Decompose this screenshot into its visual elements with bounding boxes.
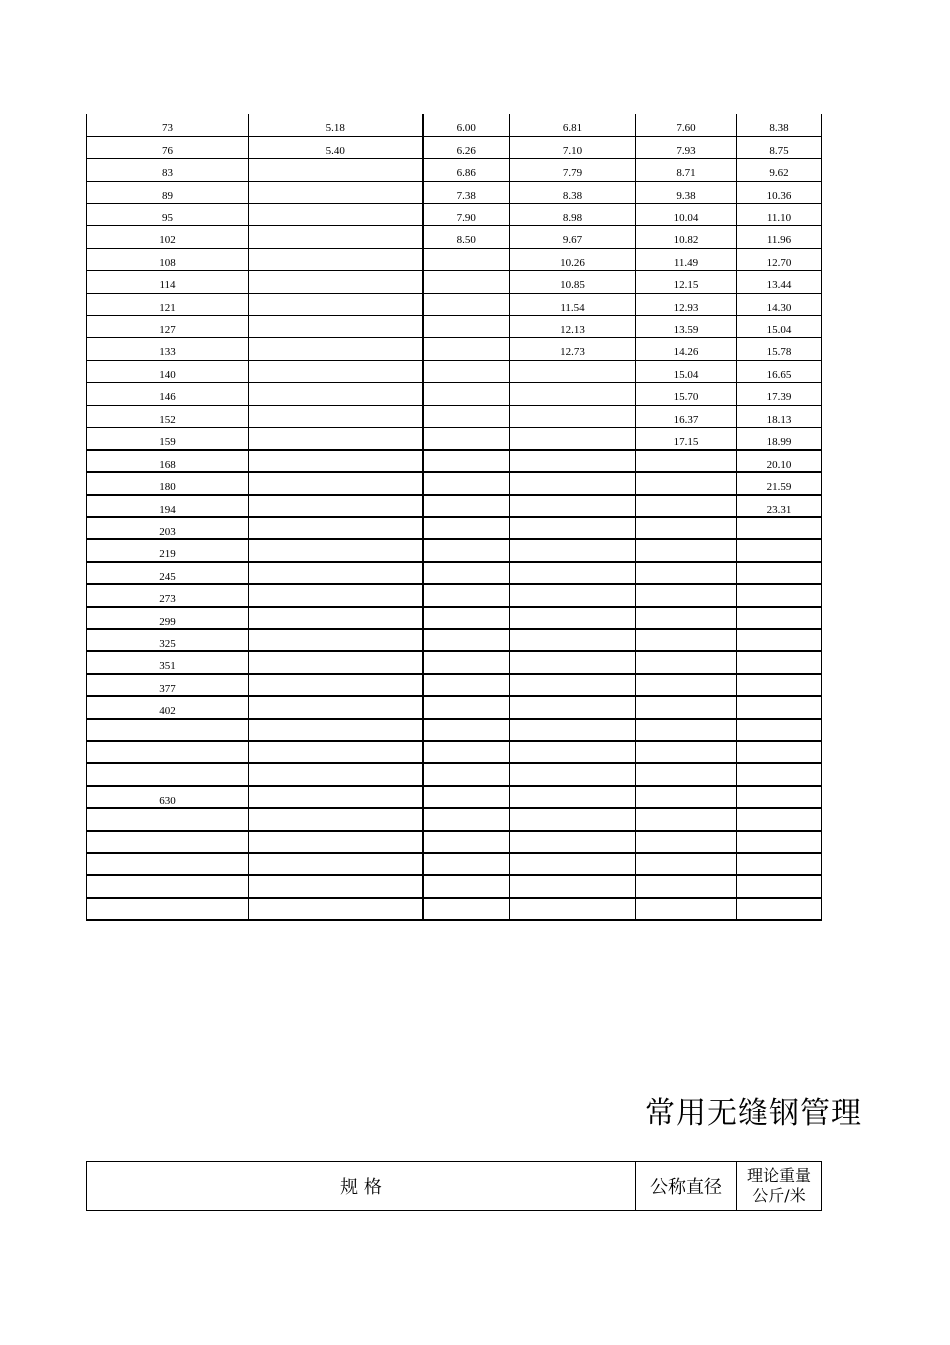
table-cell (510, 405, 636, 427)
table-cell: 102 (87, 226, 249, 248)
table-cell: 20.10 (737, 450, 822, 472)
table-cell (510, 517, 636, 539)
table-cell (510, 898, 636, 920)
table-cell: 10.36 (737, 181, 822, 203)
header-weight-line1: 理论重量 (746, 1166, 811, 1185)
table-cell: 6.81 (510, 114, 636, 136)
table-cell (737, 562, 822, 584)
table-cell: 8.38 (510, 181, 636, 203)
table-cell: 10.82 (636, 226, 737, 248)
table-cell (87, 831, 249, 853)
table-cell (423, 786, 510, 808)
table-body (87, 114, 822, 920)
table-row (87, 293, 822, 315)
table-cell (423, 562, 510, 584)
table-cell (737, 517, 822, 539)
table-cell (636, 495, 737, 517)
table-cell (249, 360, 423, 382)
table-cell (510, 674, 636, 696)
table-cell (636, 741, 737, 763)
table-row (87, 584, 822, 606)
table-cell: 377 (87, 674, 249, 696)
table-cell (249, 427, 423, 449)
table-cell (423, 316, 510, 338)
table-cell (87, 853, 249, 875)
table-cell: 108 (87, 248, 249, 270)
table-cell (87, 741, 249, 763)
table-row (87, 360, 822, 382)
table-cell (737, 808, 822, 830)
table-cell: 11.54 (510, 293, 636, 315)
table-cell: 8.38 (737, 114, 822, 136)
table-cell: 7.79 (510, 159, 636, 181)
table-cell (249, 450, 423, 472)
table-cell: 7.10 (510, 136, 636, 158)
steel-pipe-weight-table (86, 114, 822, 921)
table-cell (737, 763, 822, 785)
table-cell (737, 898, 822, 920)
table-cell: 127 (87, 316, 249, 338)
table-cell: 10.04 (636, 204, 737, 226)
table-cell (636, 674, 737, 696)
table-cell (423, 763, 510, 785)
table-cell: 12.70 (737, 248, 822, 270)
table-row (87, 248, 822, 270)
table-cell (510, 786, 636, 808)
table-row (87, 495, 822, 517)
table-cell (737, 741, 822, 763)
table-cell (636, 786, 737, 808)
table-cell: 21.59 (737, 472, 822, 494)
table-row (87, 853, 822, 875)
table-cell (423, 450, 510, 472)
table-cell: 245 (87, 562, 249, 584)
table-cell (249, 181, 423, 203)
table-cell: 13.59 (636, 316, 737, 338)
table-row (87, 226, 822, 248)
table-cell (423, 584, 510, 606)
table-cell (423, 383, 510, 405)
table-cell (636, 763, 737, 785)
table-cell (510, 607, 636, 629)
table-cell (249, 629, 423, 651)
table-cell (423, 360, 510, 382)
table-cell: 76 (87, 136, 249, 158)
table-cell: 6.00 (423, 114, 510, 136)
table-cell (423, 808, 510, 830)
table-row (87, 719, 822, 741)
table-cell: 114 (87, 271, 249, 293)
table-cell (423, 495, 510, 517)
page-title: 常用无缝钢管理 (645, 1096, 862, 1131)
table-cell: 630 (87, 786, 249, 808)
table-cell (249, 159, 423, 181)
table-cell (510, 853, 636, 875)
table-cell (636, 629, 737, 651)
table-cell (87, 898, 249, 920)
table-cell: 12.73 (510, 338, 636, 360)
table-row (87, 472, 822, 494)
table-cell: 5.40 (249, 136, 423, 158)
table-cell (87, 719, 249, 741)
table-cell (249, 271, 423, 293)
table-cell: 8.75 (737, 136, 822, 158)
table-cell (510, 719, 636, 741)
table-cell (636, 517, 737, 539)
table-cell (737, 719, 822, 741)
table-cell: 194 (87, 495, 249, 517)
table-cell (423, 719, 510, 741)
table-cell (737, 629, 822, 651)
header-spec: 规 格 (87, 1162, 636, 1211)
table-cell: 146 (87, 383, 249, 405)
table-row (87, 741, 822, 763)
table-cell (510, 741, 636, 763)
table-cell: 14.26 (636, 338, 737, 360)
table-row (87, 786, 822, 808)
table-cell (636, 562, 737, 584)
table-row (87, 629, 822, 651)
table-cell: 5.18 (249, 114, 423, 136)
table-cell (636, 898, 737, 920)
table-cell: 9.67 (510, 226, 636, 248)
table-cell (510, 696, 636, 718)
table-cell: 402 (87, 696, 249, 718)
table-cell (249, 338, 423, 360)
table-cell: 168 (87, 450, 249, 472)
table-row (87, 517, 822, 539)
table-cell (636, 607, 737, 629)
table-cell: 11.49 (636, 248, 737, 270)
table-row (87, 316, 822, 338)
table-cell: 15.04 (636, 360, 737, 382)
table-cell (423, 629, 510, 651)
table-cell (636, 450, 737, 472)
table-cell (636, 808, 737, 830)
table-cell (423, 539, 510, 561)
table-cell (249, 875, 423, 897)
table-cell (249, 539, 423, 561)
table-cell (423, 248, 510, 270)
table-cell: 11.96 (737, 226, 822, 248)
table-row (87, 427, 822, 449)
table-cell (249, 651, 423, 673)
table-cell (510, 763, 636, 785)
table-cell: 83 (87, 159, 249, 181)
table-cell (636, 853, 737, 875)
table-cell (737, 607, 822, 629)
table-row (87, 808, 822, 830)
table-cell (249, 562, 423, 584)
table-cell: 89 (87, 181, 249, 203)
table-cell (423, 898, 510, 920)
table-cell (423, 517, 510, 539)
table-cell (249, 293, 423, 315)
table-cell: 219 (87, 539, 249, 561)
table-row (87, 271, 822, 293)
table-cell (636, 875, 737, 897)
table-row (87, 405, 822, 427)
table-cell: 180 (87, 472, 249, 494)
table-row (87, 763, 822, 785)
table-cell: 7.90 (423, 204, 510, 226)
table-cell (423, 405, 510, 427)
table-cell (87, 763, 249, 785)
table-cell (249, 226, 423, 248)
table-cell: 152 (87, 405, 249, 427)
table-cell: 133 (87, 338, 249, 360)
table-cell: 15.78 (737, 338, 822, 360)
table-row (87, 136, 822, 158)
table-cell (249, 719, 423, 741)
table-cell (510, 472, 636, 494)
table-row (87, 562, 822, 584)
table-cell: 13.44 (737, 271, 822, 293)
table-cell (423, 741, 510, 763)
table-row (87, 831, 822, 853)
table-row (87, 450, 822, 472)
table-row (87, 539, 822, 561)
table-cell: 10.85 (510, 271, 636, 293)
table-cell: 273 (87, 584, 249, 606)
table-cell (249, 405, 423, 427)
table-cell: 15.04 (737, 316, 822, 338)
table-cell (510, 584, 636, 606)
table-cell (249, 495, 423, 517)
table-cell (423, 875, 510, 897)
table-cell: 8.98 (510, 204, 636, 226)
table-row (87, 875, 822, 897)
table-cell: 9.62 (737, 159, 822, 181)
table-cell (510, 562, 636, 584)
table-cell (249, 204, 423, 226)
table-cell: 12.15 (636, 271, 737, 293)
table-cell: 10.26 (510, 248, 636, 270)
table-cell: 8.71 (636, 159, 737, 181)
table-cell (423, 853, 510, 875)
table-cell: 9.38 (636, 181, 737, 203)
table-cell: 12.93 (636, 293, 737, 315)
table-cell (737, 584, 822, 606)
table-cell: 6.26 (423, 136, 510, 158)
table-cell (636, 651, 737, 673)
table-cell (249, 853, 423, 875)
table-cell (249, 786, 423, 808)
table-cell: 11.10 (737, 204, 822, 226)
table-cell (423, 651, 510, 673)
table-cell (636, 584, 737, 606)
table-row (87, 159, 822, 181)
table-cell: 325 (87, 629, 249, 651)
table-cell (249, 472, 423, 494)
table-row (87, 204, 822, 226)
table-cell (249, 808, 423, 830)
table-cell (423, 472, 510, 494)
table-cell (249, 517, 423, 539)
table-cell: 16.65 (737, 360, 822, 382)
table-cell (510, 831, 636, 853)
table-cell: 299 (87, 607, 249, 629)
table-cell (737, 853, 822, 875)
table-cell (737, 831, 822, 853)
header-nominal-diameter: 公称直径 (636, 1162, 737, 1211)
table-cell: 203 (87, 517, 249, 539)
table-cell (249, 316, 423, 338)
table-cell (636, 539, 737, 561)
table-cell (249, 383, 423, 405)
table-cell (510, 808, 636, 830)
table-cell (249, 763, 423, 785)
table-cell (737, 875, 822, 897)
table-cell (249, 607, 423, 629)
table-cell: 95 (87, 204, 249, 226)
table-cell (510, 427, 636, 449)
table-cell (249, 898, 423, 920)
table-cell (423, 674, 510, 696)
table-cell: 18.99 (737, 427, 822, 449)
column-header-row (86, 1161, 822, 1211)
table-cell (510, 539, 636, 561)
table-cell (737, 651, 822, 673)
table-cell (423, 696, 510, 718)
table-cell (510, 383, 636, 405)
header-theoretical-weight (737, 1162, 822, 1211)
table-cell: 8.50 (423, 226, 510, 248)
table-row (87, 696, 822, 718)
table-cell (737, 539, 822, 561)
table-cell (510, 360, 636, 382)
header-weight-line2: 公斤/米 (752, 1186, 806, 1205)
table-cell (423, 293, 510, 315)
table-cell (423, 338, 510, 360)
table-row (87, 383, 822, 405)
table-cell (87, 808, 249, 830)
table-cell (249, 741, 423, 763)
table-cell (249, 584, 423, 606)
table-cell: 23.31 (737, 495, 822, 517)
table-cell: 351 (87, 651, 249, 673)
table-cell (423, 607, 510, 629)
table-row (87, 898, 822, 920)
table-cell (510, 629, 636, 651)
table-cell (510, 651, 636, 673)
table-cell: 7.93 (636, 136, 737, 158)
table-cell (87, 875, 249, 897)
table-row (87, 114, 822, 136)
table-cell (636, 831, 737, 853)
table-cell (510, 450, 636, 472)
table-cell: 73 (87, 114, 249, 136)
table-cell (510, 875, 636, 897)
table-cell: 159 (87, 427, 249, 449)
table-cell: 6.86 (423, 159, 510, 181)
table-row (87, 674, 822, 696)
table-cell: 140 (87, 360, 249, 382)
table-row (87, 607, 822, 629)
table-cell: 7.60 (636, 114, 737, 136)
table-cell (423, 831, 510, 853)
table-cell: 18.13 (737, 405, 822, 427)
table-cell: 14.30 (737, 293, 822, 315)
table-cell (249, 674, 423, 696)
table-cell (737, 786, 822, 808)
table-cell: 12.13 (510, 316, 636, 338)
table-cell: 121 (87, 293, 249, 315)
table-row (87, 338, 822, 360)
table-cell (737, 674, 822, 696)
table-cell: 17.15 (636, 427, 737, 449)
table-cell: 7.38 (423, 181, 510, 203)
table-cell (636, 719, 737, 741)
table-cell (249, 831, 423, 853)
table-cell: 15.70 (636, 383, 737, 405)
table-cell (636, 696, 737, 718)
table-cell: 16.37 (636, 405, 737, 427)
table-cell (423, 271, 510, 293)
table-row (87, 651, 822, 673)
table-cell: 17.39 (737, 383, 822, 405)
table-cell (423, 427, 510, 449)
table-cell (249, 248, 423, 270)
table-row (87, 181, 822, 203)
table-cell (249, 696, 423, 718)
table-cell (636, 472, 737, 494)
table-cell (510, 495, 636, 517)
table-cell (737, 696, 822, 718)
